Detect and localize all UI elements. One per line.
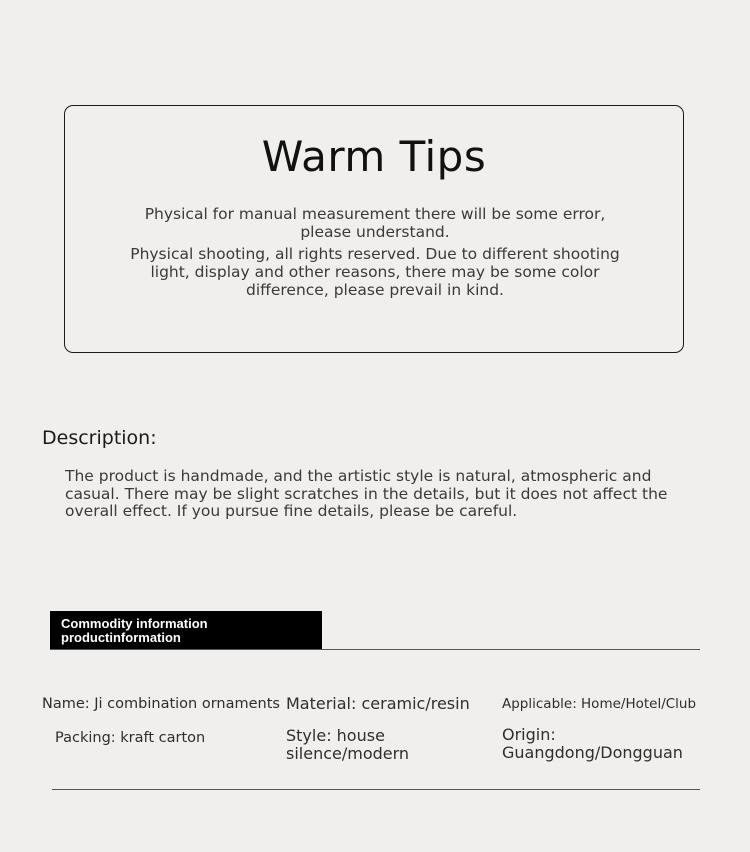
info-origin: Origin: Guangdong/Dongguan xyxy=(502,725,683,762)
info-material: Material: ceramic/resin xyxy=(286,694,470,713)
commodity-info-header xyxy=(50,611,322,649)
commodity-info-bottom-divider xyxy=(52,789,700,790)
warm-tips-title: Warm Tips xyxy=(261,132,487,181)
warm-tips-box xyxy=(64,105,684,353)
info-style: Style: house silence/modern xyxy=(286,726,410,763)
info-name: Name: Ji combination ornaments xyxy=(42,696,280,712)
tips-paragraph-shooting: Physical shooting, all rights reserved. Due to different shooting light, display and other reasons, there may be some color difference, please prevail in kind. xyxy=(130,245,620,299)
commodity-info-header-line2: productinformation xyxy=(61,630,181,645)
description-heading: Description: xyxy=(42,427,157,449)
commodity-info-top-divider xyxy=(50,649,700,650)
commodity-info-header-line1: Commodity information xyxy=(61,616,208,631)
info-applicable: Applicable: Home/Hotel/Club xyxy=(502,696,697,712)
tips-paragraph-measurement: Physical for manual measurement there will be some error, please understand. xyxy=(144,205,606,241)
info-packing: Packing: kraft carton xyxy=(55,730,206,746)
description-body: The product is handmade, and the artistic style is natural, atmospheric and casual. There may be slight scratches in the details, but it does not affect the overall effect. If you pursue fine details, please be careful. xyxy=(65,467,668,520)
